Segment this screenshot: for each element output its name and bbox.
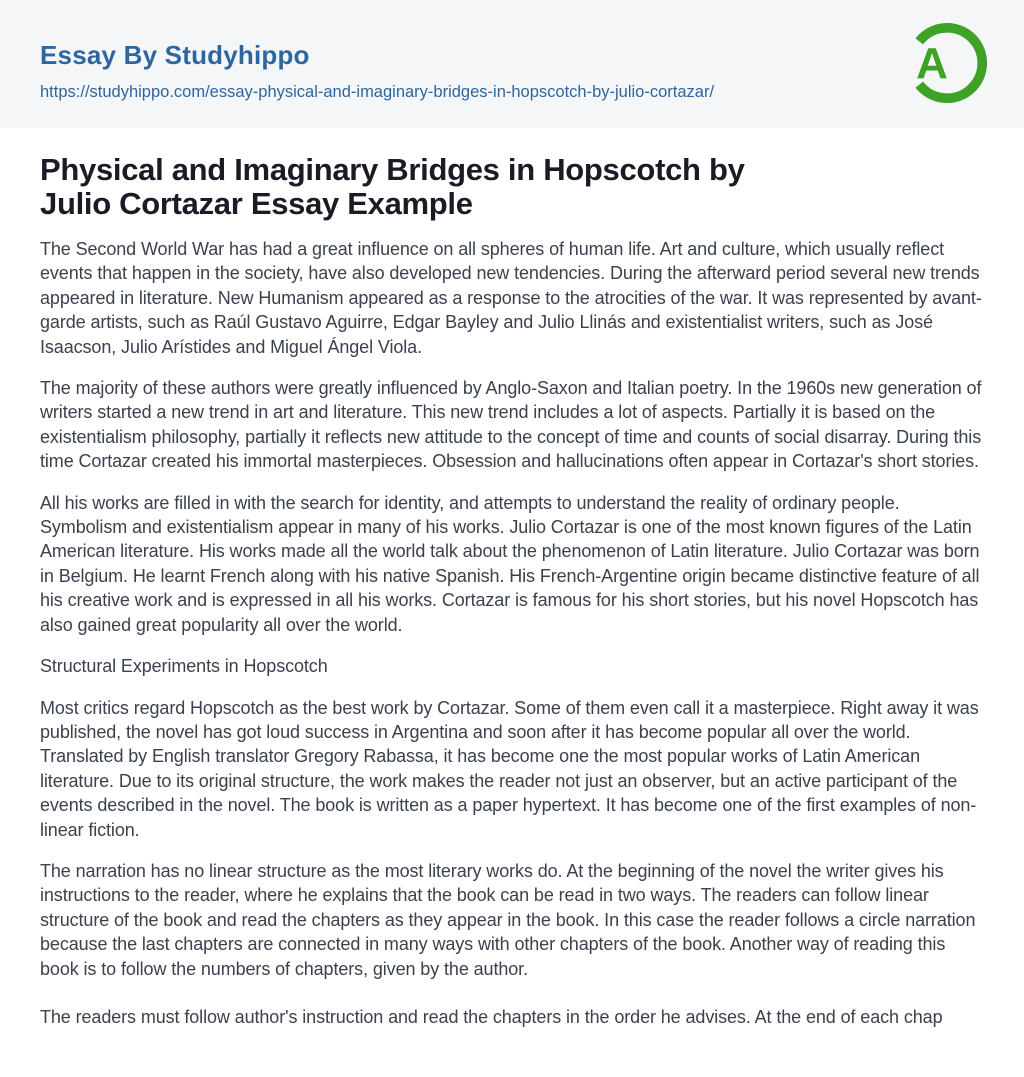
essay-title-line-1: Physical and Imaginary Bridges in Hopscotch by [40, 152, 745, 187]
logo-letter: A [916, 38, 948, 88]
essay-title [40, 153, 984, 221]
essay-paragraph-6-clipped: The readers must follow author's instruction and read the chapters in the order he advises. At the end of each chap [40, 1006, 943, 1027]
essay-paragraph-4: Most critics regard Hopscotch as the best work by Cortazar. Some of them even call it a masterpiece. Right away it was published, the novel has got loud success in Argentina and soon after it has become popular all over the world. Translated by English translator Gregory Rabassa, it has become one the most popular works of Latin American literature. Due to its original structure, the work makes the reader not just an observer, but an active participant of the events described in the novel. The book is written as a paper hypertext. It has become one of the first examples of non-linear fiction. [40, 697, 979, 840]
studyhippo-logo-icon [903, 19, 991, 107]
page-url-link[interactable]: https://studyhippo.com/essay-physical-and-imaginary-bridges-in-hopscotch-by-julio-cortazar/ [40, 83, 715, 101]
essay-title-line-2: Julio Cortazar Essay Example [40, 186, 473, 221]
essay-paragraph-3: All his works are filled in with the search for identity, and attempts to understand the reality of ordinary people. Symbolism and existentialism appear in many of his works. Julio Cortazar is one of the most known figures of the Latin American literature. His works made all the world talk about the phenomenon of Latin literature. Julio Cortazar was born in Belgium. He learnt French along with his native Spanish. His French-Argentine origin became distinctive feature of all his creative work and is expressed in all his works. Cortazar is famous for his short stories, but his novel Hopscotch has also gained great popularity all over the world. [40, 492, 980, 635]
essay-paragraph-2: The majority of these authors were greatly influenced by Anglo-Saxon and Italian poetry. In the 1960s new generation of writers started a new trend in art and literature. This new trend includes a lot of aspects. Partially it is based on the existentialism philosophy, partially it reflects new attitude to the concept of time and counts of social disarray. During this time Cortazar created his immortal masterpieces. Obsession and hallucinations often appear in Cortazar's short stories. [40, 378, 982, 472]
essay-paragraph-5: The narration has no linear structure as the most literary works do. At the beginning of the novel the writer gives his instructions to the reader, where he explains that the book can be read in two ways. The readers can follow linear structure of the book and read the chapters as they appear in the book. In this case the reader follows a circle narration because the last chapters are connected in many ways with other chapters of the book. Another way of reading this book is to follow the numbers of chapters, given by the author. [40, 860, 976, 979]
essay-paragraph-1: The Second World War has had a great influence on all spheres of human life. Art and culture, which usually reflect events that happen in the society, have also developed new tendencies. During the afterward period several new trends appeared in literature. New Humanism appeared as a response to the atrocities of the war. It was represented by avant-garde artists, such as Raúl Gustavo Aguirre, Edgar Bayley and Julio Llinás and existentialist writers, such as José Isaacson, Julio Arístides and Miguel Ángel Viola. [40, 239, 982, 357]
header-text [40, 0, 984, 102]
page-header [0, 0, 1024, 128]
section-subheading: Structural Experiments in Hopscotch [40, 656, 328, 677]
essay-content [0, 153, 1024, 1029]
site-title: Essay By Studyhippo [40, 40, 310, 70]
